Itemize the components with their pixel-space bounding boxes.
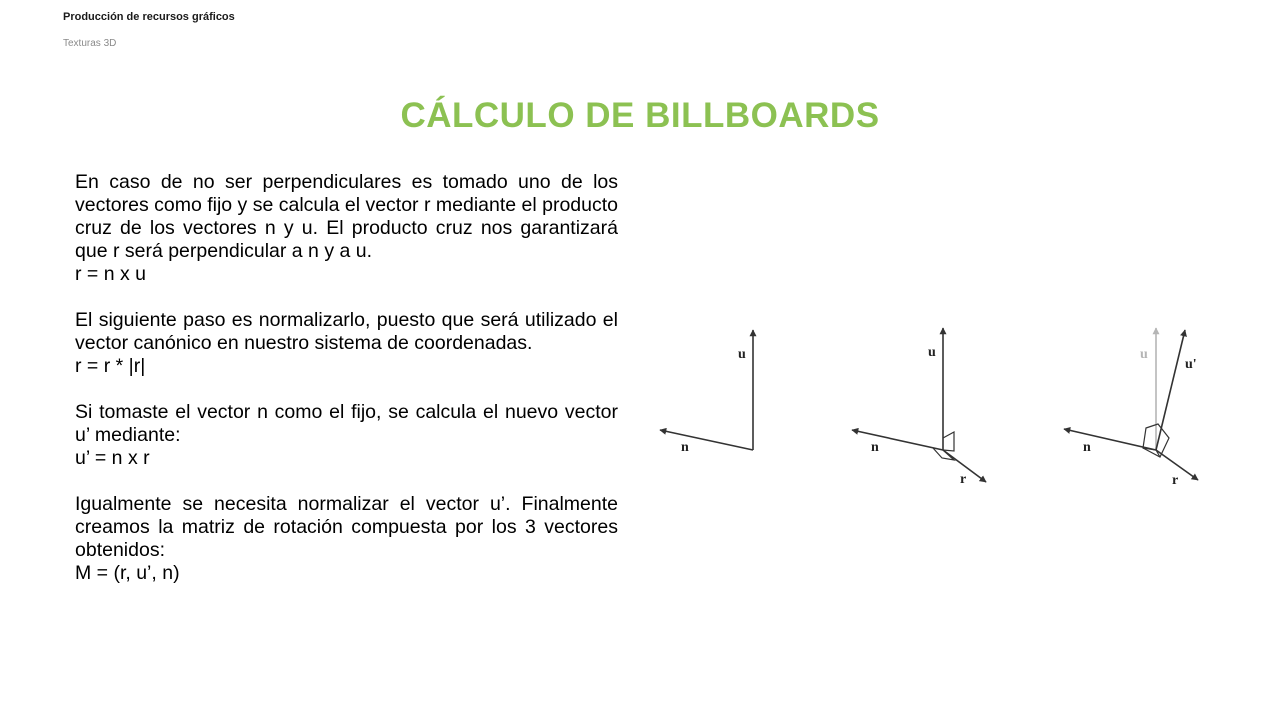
r-label: r [960,472,967,487]
right-angle-box [933,448,954,460]
paragraph-4: Igualmente se necesita normalizar el vector u’. Finalmente creamos la matriz de rotación compuesta por los 3 vectores obtenidos: [75,493,618,561]
slide-title: CÁLCULO DE BILLBOARDS [400,96,880,135]
formula-3: u’ = n x r [75,447,150,469]
vector-diagram-svg [648,318,1218,493]
topic-subtitle: Texturas 3D [63,38,117,49]
formula-2: r = r * |r| [75,355,146,377]
diagram-panel-2 [852,328,986,487]
paragraph-2: El siguiente paso es normalizarlo, puesto que será utilizado el vector canónico en nuestro sistema de coordenadas. [75,309,618,354]
n-vector-arrow [852,430,943,450]
n-vector-arrow [660,430,753,450]
u-label: u [738,347,746,362]
n-label: n [1083,440,1091,455]
u-prime-label: u' [1185,357,1197,372]
formula-1: r = n x u [75,263,146,285]
right-angle-box [943,432,954,451]
n-vector-arrow [1064,429,1156,450]
u-label-gray: u [1140,347,1148,362]
formula-4: M = (r, u’, n) [75,562,180,584]
course-title: Producción de recursos gráficos [63,11,235,23]
body-text [75,171,618,585]
u-label: u [928,345,936,360]
n-label: n [871,440,879,455]
u-prime-vector-arrow [1156,330,1185,450]
vector-diagram [648,318,1218,493]
n-label: n [681,440,689,455]
paragraph-3: Si tomaste el vector n como el fijo, se calcula el nuevo vector u’ mediante: [75,401,618,446]
r-label: r [1172,473,1179,488]
diagram-panel-1 [660,330,753,455]
paragraph-1: En caso de no ser perpendiculares es tomado uno de los vectores como fijo y se calcula el vector r mediante el producto cruz de los vectores n y u. El producto cruz nos garantizará que r será perpendicular a n y a u. [75,171,619,262]
diagram-panel-3 [1064,328,1198,488]
